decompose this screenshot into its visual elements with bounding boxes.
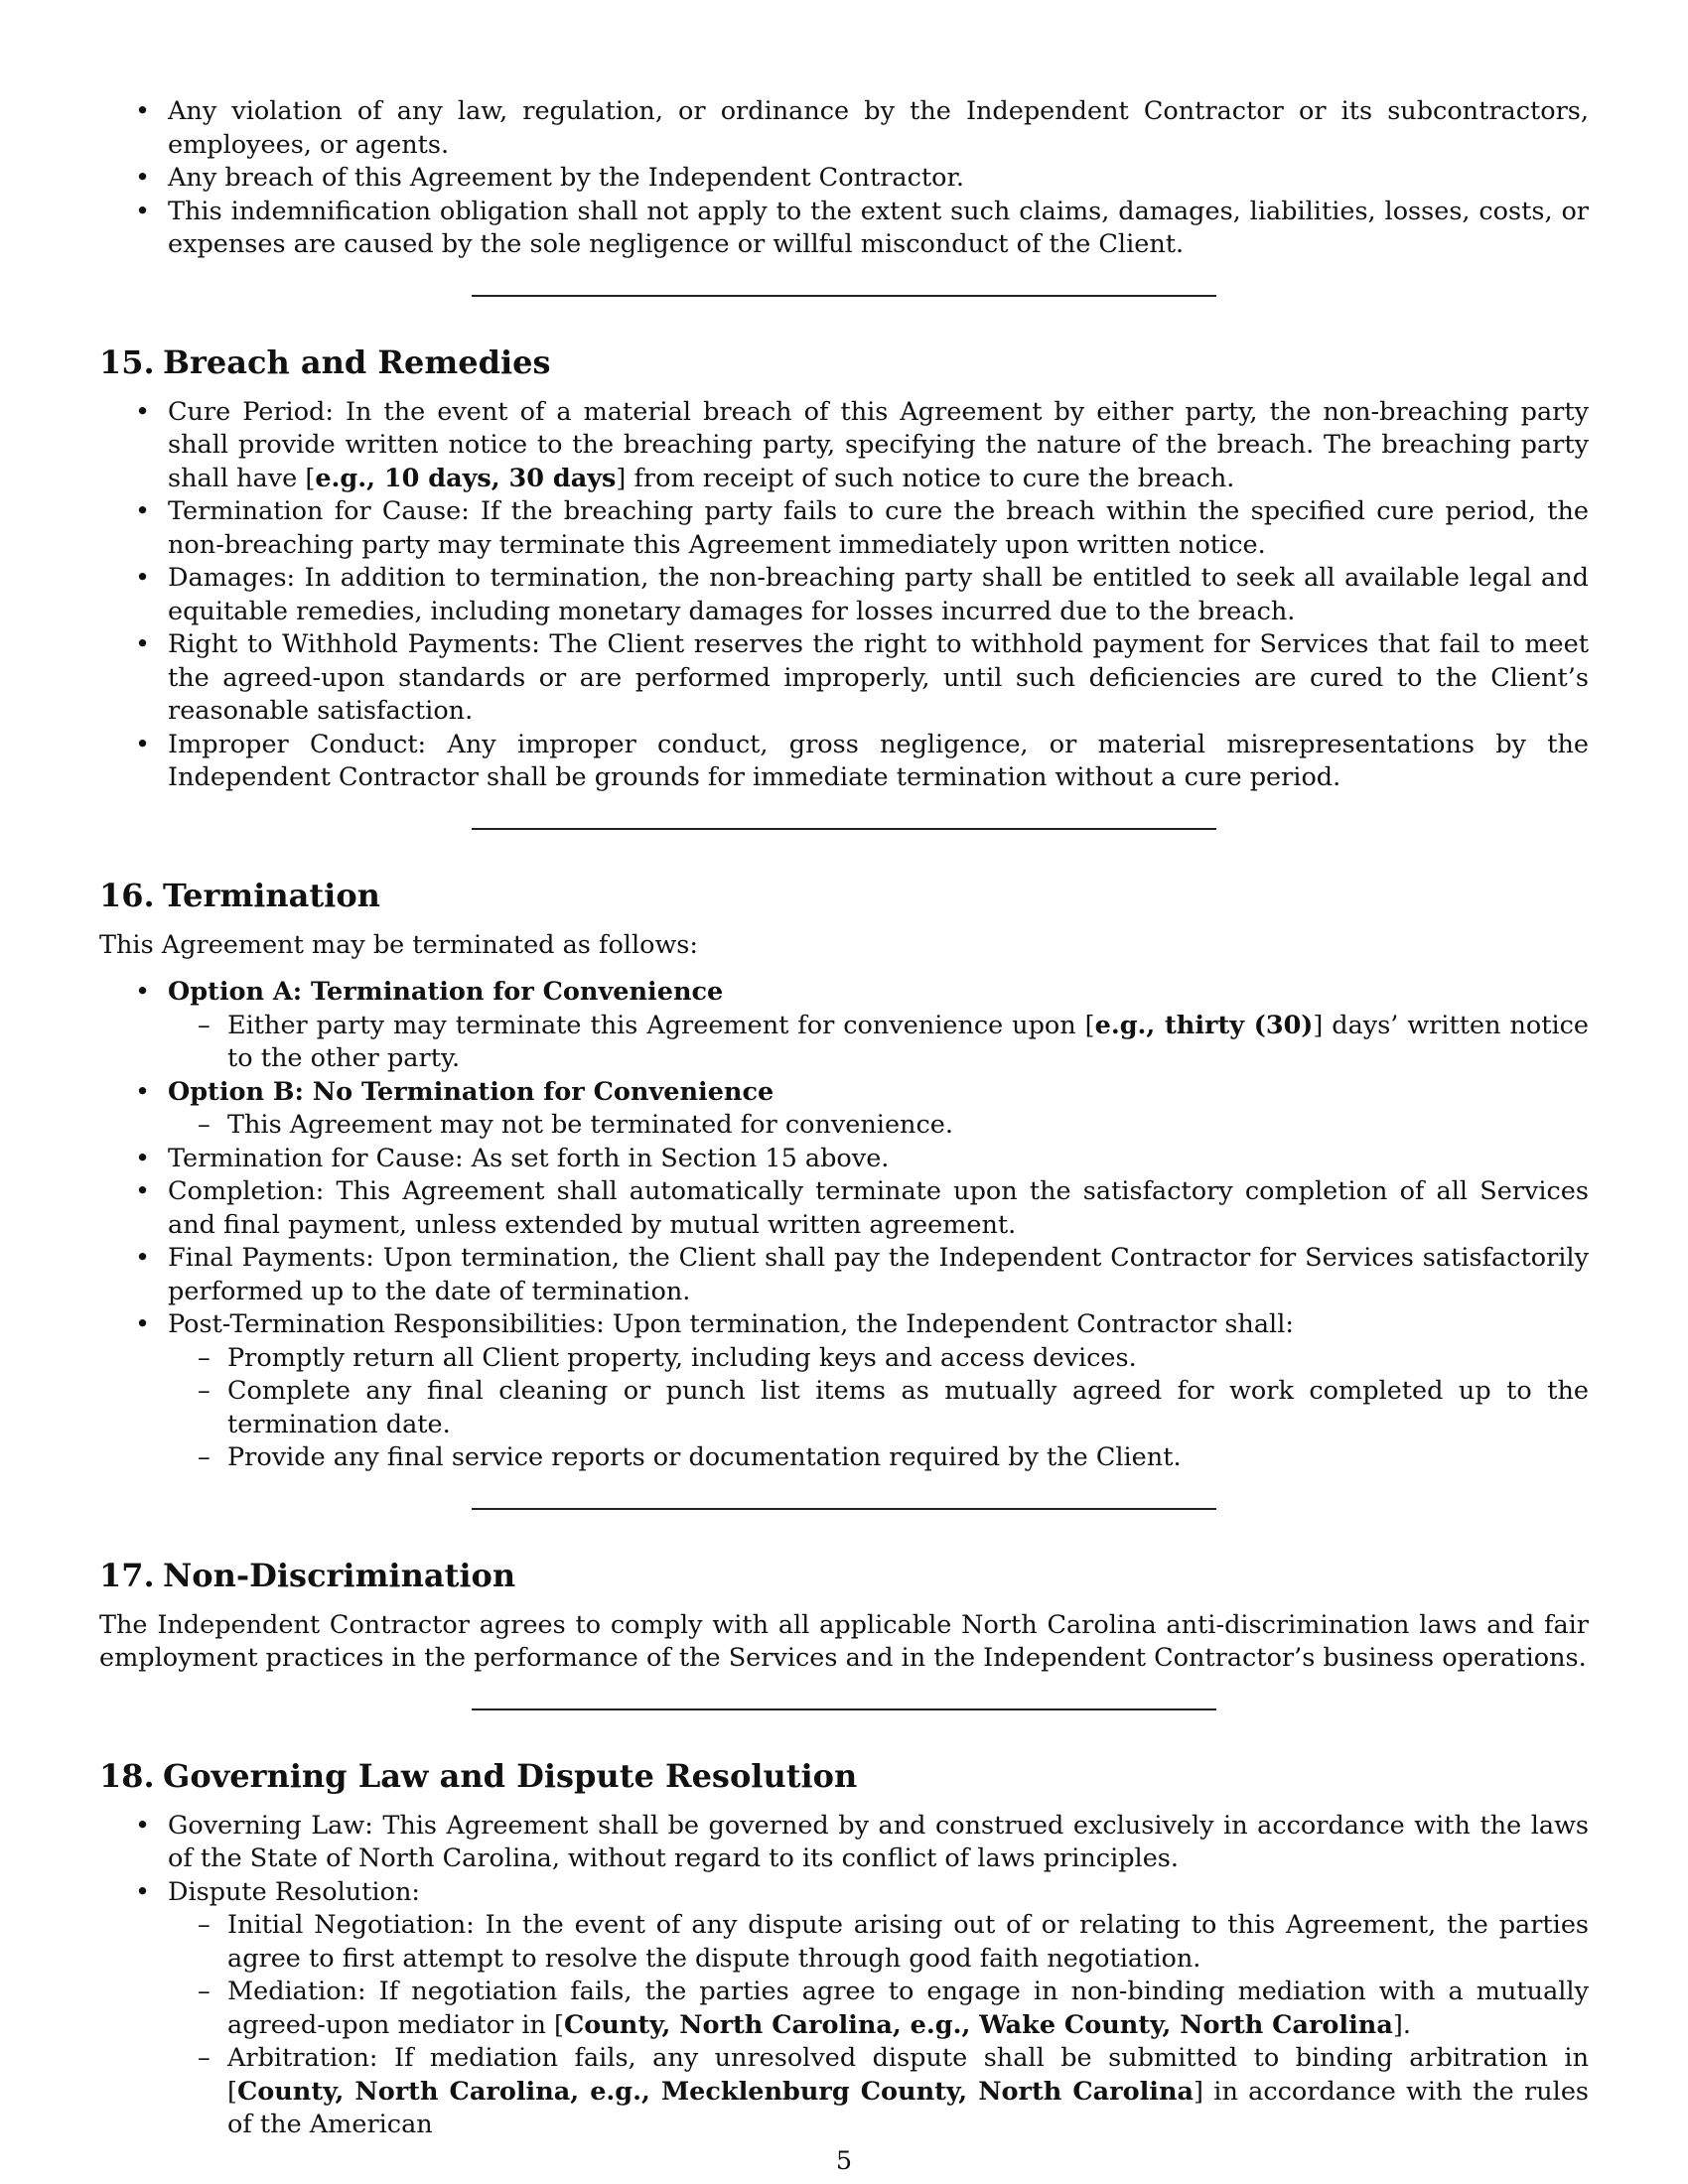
section-heading-15: 15. Breach and Remedies [99,342,551,381]
list-item: • Damages: In addition to termination, the non-breaching party shall be entitled to seek all available legal and equitable remedies, including monetary damages for losses incurred due to the breach. [99,562,1589,628]
list-item-post-termination: • Post-Termination Responsibilities: Upon termination, the Independent Contractor shall: – Promptly return all Client property, including keys and access devices. – Complete any final cleaning or punch list items as mutually agreed for work completed up to the termination date. – Provide any final service reports or documentation required by the Client. [99,1308,1589,1475]
breach-remedies-list [99,396,1589,795]
sub-list-item: – Initial Negotiation: In the event of any dispute arising out of or relating to this Agreement, the parties agree to first attempt to resolve the dispute through good faith negotiation. [168,1909,1589,1976]
list-item: • Any violation of any law, regulation, or ordinance by the Independent Contractor or its subcontractors, employees, or agents. [99,95,1589,162]
list-item: • Completion: This Agreement shall automatically terminate upon the satisfactory completion of all Services and final payment, unless extended by mutual written agreement. [99,1175,1589,1242]
indemnification-list [99,95,1589,262]
list-item-option-b: • Option B: No Termination for Convenience – This Agreement may not be terminated for convenience. [99,1076,1589,1143]
list-item-option-a: • Option A: Termination for Convenience – Either party may terminate this Agreement for convenience upon [e.g., thirty (30)] days’ written notice to the other party. [99,976,1589,1076]
list-item: • Improper Conduct: Any improper conduct, gross negligence, or material misrepresentations by the Independent Contractor shall be grounds for immediate termination without a cure period. [99,729,1589,795]
list-item: • Governing Law: This Agreement shall be governed by and construed exclusively in accordance with the laws of the State of North Carolina, without regard to its conflict of laws principles. [99,1810,1589,1876]
section-heading-18: 18. Governing Law and Dispute Resolution [99,1756,858,1795]
list-item-cure-period: • Cure Period: In the event of a material breach of this Agreement by either party, the non-breaching party shall provide written notice to the breaching party, specifying the nature of the breach. The breaching party shall have [e.g., 10 days, 30 days] from receipt of such notice to cure the breach. [99,396,1589,496]
list-item: • Any breach of this Agreement by the Independent Contractor. [99,162,1589,196]
list-item: • Termination for Cause: If the breaching party fails to cure the breach within the specified cure period, the non-breaching party may terminate this Agreement immediately upon written notice. [99,495,1589,562]
page-number: 5 [835,2146,853,2176]
list-item: • Termination for Cause: As set forth in Section 15 above. [99,1143,1589,1176]
section-paragraph: The Independent Contractor agrees to comply with all applicable North Carolina anti-discrimination laws and fair employment practices in the performance of the Services and in the Independent Contractor’s business operations. [99,1609,1589,1673]
sub-list-item: – Provide any final service reports or documentation required by the Client. [168,1441,1589,1475]
sub-list-item: – Complete any final cleaning or punch list items as mutually agreed for work completed up to the termination date. [168,1375,1589,1441]
list-item: • Right to Withhold Payments: The Client reserves the right to withhold payment for Services that fail to meet the agreed-upon standards or are performed improperly, until such deficiencies are cured to the Client’s reasonable satisfaction. [99,628,1589,729]
sub-list-item: – Promptly return all Client property, including keys and access devices. [168,1342,1589,1376]
list-item-dispute-resolution: • Dispute Resolution: – Initial Negotiation: In the event of any dispute arising out of or relating to this Agreement, the parties agree to first attempt to resolve the dispute through good faith negotiation. – Mediation: If negotiation fails, the parties agree to engage in non-binding mediation with a mutually agreed-upon mediator in [County, North Carolina, e.g., Wake County, North Carolina]. – Arbitration: If mediation fails, any unresolved dispute shall be submitted to binding arbitration in [County, North Carolina, e.g., Mecklenburg County, North Carolina] in accordance with the rules of the American [99,1876,1589,2142]
sub-list-item: – This Agreement may not be terminated for convenience. [168,1109,1589,1143]
section-intro: This Agreement may be terminated as follows: [99,929,698,960]
list-item: • Final Payments: Upon termination, the Client shall pay the Independent Contractor for Services satisfactorily performed up to the date of termination. [99,1242,1589,1308]
sub-list-item: – Either party may terminate this Agreement for convenience upon [e.g., thirty (30)] days’ written notice to the other party. [168,1010,1589,1076]
document-page [99,95,1589,2142]
sub-list-item-mediation: – Mediation: If negotiation fails, the parties agree to engage in non-binding mediation with a mutually agreed-upon mediator in [County, North Carolina, e.g., Wake County, North Carolina]. [168,1976,1589,2042]
list-item: • This indemnification obligation shall not apply to the extent such claims, damages, liabilities, losses, costs, or expenses are caused by the sole negligence or willful misconduct of the Client. [99,196,1589,262]
sub-list-item-arbitration: – Arbitration: If mediation fails, any unresolved dispute shall be submitted to binding arbitration in [County, North Carolina, e.g., Mecklenburg County, North Carolina] in accordance with the rules of the American [168,2042,1589,2142]
governing-law-list [99,1810,1589,2142]
section-heading-17: 17. Non-Discrimination [99,1556,516,1594]
section-heading-16: 16. Termination [99,876,380,914]
termination-list [99,976,1589,1475]
